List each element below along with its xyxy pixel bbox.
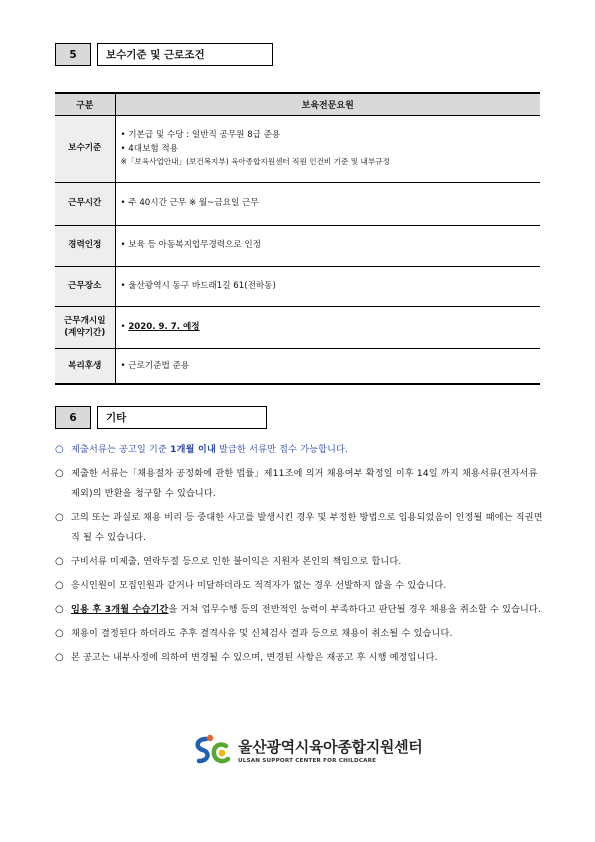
start-label-line-2: (계약기간) <box>64 328 106 338</box>
header-category: 구분 <box>55 93 115 115</box>
logo-text <box>238 736 422 764</box>
table-row <box>55 225 540 266</box>
notice-6-rest: 을 거쳐 업무수행 등의 전반적인 능력이 부족하다고 판단될 경우 채용을 취소할 수 있습니다. <box>168 605 542 615</box>
table-row <box>55 266 540 306</box>
row-value-start <box>115 306 540 348</box>
start-date: 2020. 9. 7. 예정 <box>128 321 200 332</box>
work-conditions-table <box>55 92 540 385</box>
section-6-header <box>55 406 267 429</box>
header-position: 보육전문요원 <box>115 93 540 115</box>
table-row <box>55 182 540 225</box>
list-item <box>55 624 545 644</box>
row-label-start <box>55 306 115 348</box>
list-item <box>55 508 545 548</box>
center-logo-icon <box>192 733 234 767</box>
row-label-welfare: 복리후생 <box>55 348 115 384</box>
circle-bullet-icon: ○ <box>55 556 64 567</box>
circle-bullet-icon: ○ <box>55 652 64 663</box>
logo-name-kr: 울산광역시육아종합지원센터 <box>238 738 423 756</box>
logo-name-en: ULSAN SUPPORT CENTER FOR CHILDCARE <box>238 758 377 764</box>
circle-bullet-icon: ○ <box>55 628 64 639</box>
row-value-hours: • 주 40시간 근무 ※ 월~금요일 근무 <box>115 182 540 225</box>
list-item <box>55 440 545 460</box>
circle-bullet-icon: ○ <box>55 512 64 523</box>
row-value-career: • 보육 등 아동복지업무경력으로 인정 <box>115 225 540 266</box>
start-label-line-1: 근무개시일 <box>63 315 106 326</box>
table-row <box>55 348 540 384</box>
notice-text: 본 공고는 내부사정에 의하여 변경될 수 있으며, 변경된 사항은 재공고 후 시행 예정입니다. <box>71 653 438 663</box>
row-value-place: • 울산광역시 동구 바드래1길 61(전하동) <box>115 266 540 306</box>
circle-bullet-icon: ○ <box>55 604 64 615</box>
row-label-hours: 근무시간 <box>55 182 115 225</box>
table-row <box>55 115 540 182</box>
list-item <box>55 576 545 596</box>
notice-text <box>71 600 545 620</box>
row-label-place: 근무장소 <box>55 266 115 306</box>
list-item <box>55 600 545 620</box>
notice-1-part-c: 발급한 서류만 접수 가능합니다. <box>215 445 349 455</box>
notice-text: 채용이 결정된다 하더라도 추후 결격사유 및 신체검사 결과 등으로 채용이 취소될 수 있습니다. <box>71 629 453 639</box>
list-item <box>55 648 545 668</box>
pay-line-1: • 기본급 및 수당 : 일반직 공무원 8급 준용 <box>120 130 281 141</box>
pay-note: ※「보육사업안내」(보건복지부) 육아종합지원센터 직원 인건비 기준 및 내부규정 <box>120 157 390 167</box>
notice-text: 고의 또는 과실로 채용 비리 등 중대한 사고를 발생시킨 경우 및 부정한 방법으로 임용되었음이 인정될 때에는 직권면직 될 수 있습니다. <box>71 513 543 543</box>
row-value-welfare: • 근로기준법 준용 <box>115 348 540 384</box>
center-logo <box>192 733 422 767</box>
table-header-row <box>55 93 540 115</box>
row-value-pay <box>115 115 540 182</box>
notice-text: 응시인원이 모집인원과 같거나 미달하더라도 적격자가 없는 경우 선발하지 않을 수 있습니다. <box>71 581 447 591</box>
notice-text: 구비서류 미제출, 연락두절 등으로 인한 불이익은 지원자 본인의 책임으로 합니다. <box>71 557 402 567</box>
notice-text: 제출한 서류는「채용절차 공정화에 관한 법률」제11조에 의거 채용여부 확정일 이후 14일 까지 채용서류(전자서류 제외)의 반환을 청구할 수 있습니다. <box>71 469 538 499</box>
pay-line-2: • 4대보험 적용 <box>120 144 179 155</box>
section-number: 6 <box>55 406 91 429</box>
section-number: 5 <box>55 43 91 66</box>
row-label-career: 경력인정 <box>55 225 115 266</box>
list-item <box>55 552 545 572</box>
circle-bullet-icon: ○ <box>55 468 64 479</box>
notice-6-emphasis: 임용 후 3개월 수습기간 <box>71 605 169 615</box>
notice-1-emphasis: 1개월 이내 <box>170 445 216 455</box>
row-label-pay: 보수기준 <box>55 115 115 182</box>
section-title: 기타 <box>97 406 267 429</box>
section-title: 보수기준 및 근로조건 <box>97 43 273 66</box>
list-item <box>55 464 545 504</box>
circle-bullet-icon: ○ <box>55 444 64 455</box>
notice-list <box>55 440 545 672</box>
notice-1-part-a: 제출서류는 공고일 기준 <box>71 445 171 455</box>
start-bullet: • <box>120 321 129 332</box>
section-5-header <box>55 43 273 66</box>
table-row <box>55 306 540 348</box>
circle-bullet-icon: ○ <box>55 580 64 591</box>
notice-text <box>71 440 545 460</box>
